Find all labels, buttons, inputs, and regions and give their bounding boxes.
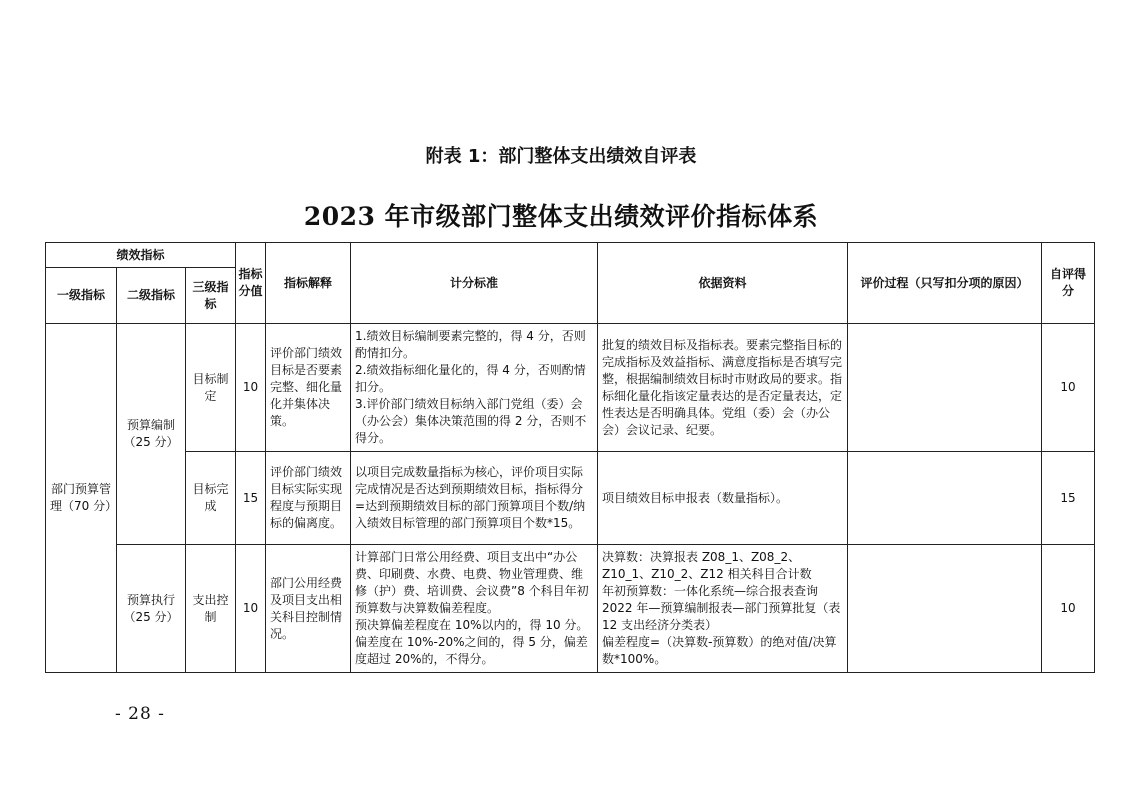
level2-cell: 预算执行（25 分） (117, 545, 186, 673)
score-cell: 10 (236, 324, 266, 452)
header-process: 评价过程（只写扣分项的原因） (848, 243, 1042, 324)
process-cell (848, 545, 1042, 673)
self-score-cell: 10 (1042, 324, 1095, 452)
standard-cell: 以项目完成数量指标为核心，评价项目实际完成情况是否达到预期绩效目标，指标得分=达到预期绩效目标的部门预算项目个数/纳入绩效目标管理的部门预算项目个数*15。 (351, 452, 598, 545)
page-number: - 28 - (115, 704, 165, 724)
standard-cell: 1.绩效目标编制要素完整的，得 4 分，否则酌情扣分。 2.绩效指标细化量化的，得 4 分，否则酌情扣分。 3.评价部门绩效目标纳入部门党组（委）会（办公会）集体决策范围的得 2 分，否则不得分。 (351, 324, 598, 452)
header-explanation: 指标解释 (266, 243, 351, 324)
level1-cell: 部门预算管理（70 分） (46, 324, 117, 673)
process-cell (848, 324, 1042, 452)
basis-cell: 项目绩效目标申报表（数量指标）。 (598, 452, 848, 545)
header-row-1 (46, 243, 1095, 268)
table-row (46, 452, 1095, 545)
document-title: 2023 年市级部门整体支出绩效评价指标体系 (303, 202, 819, 231)
self-score-cell: 10 (1042, 545, 1095, 673)
explanation-cell: 评价部门绩效目标是否要素完整、细化量化并集体决策。 (266, 324, 351, 452)
indicator-table (45, 242, 1095, 673)
explanation-cell: 评价部门绩效目标实际实现程度与预期目标的偏离度。 (266, 452, 351, 545)
header-self-score: 自评得分 (1042, 243, 1095, 324)
header-level2: 二级指标 (117, 268, 186, 324)
level3-cell: 支出控制 (186, 545, 236, 673)
header-score: 指标分值 (236, 243, 266, 324)
header-basis: 依据资料 (598, 243, 848, 324)
appendix-subtitle: 附表 1：部门整体支出绩效自评表 (425, 146, 697, 167)
standard-cell: 计算部门日常公用经费、项目支出中“办公费、印刷费、水费、电费、物业管理费、维修（护）费、培训费、会议费”8 个科目年初预算数与决算数偏差程度。 预决算偏差程度在 10%以内的，得 10 分。偏差度在 10%-20%之间的，得 5 分，偏差度超过 20%的，不得分。 (351, 545, 598, 673)
explanation-cell: 部门公用经费及项目支出相关科目控制情况。 (266, 545, 351, 673)
table-row (46, 324, 1095, 452)
header-performance-indicators: 绩效指标 (46, 243, 236, 268)
self-score-cell: 15 (1042, 452, 1095, 545)
level2-cell: 预算编制（25 分） (117, 324, 186, 545)
level3-cell: 目标完成 (186, 452, 236, 545)
header-level3: 三级指标 (186, 268, 236, 324)
score-cell: 15 (236, 452, 266, 545)
basis-cell: 决算数：决算报表 Z08_1、Z08_2、Z10_1、Z10_2、Z12 相关科目合计数 年初预算数：一体化系统—综合报表查询 2022 年—预算编制报表—部门预算批复（表 12 支出经济分类表） 偏差程度=（决算数-预算数）的绝对值/决算数*100%。 (598, 545, 848, 673)
table-row (46, 545, 1095, 673)
basis-cell: 批复的绩效目标及指标表。要素完整指目标的完成指标及效益指标、满意度指标是否填写完整，根据编制绩效目标时市财政局的要求。指标细化量化指该定量表达的是否定量表达，定性表达是否明确具体。党组（委）会（办公会）会议记录、纪要。 (598, 324, 848, 452)
process-cell (848, 452, 1042, 545)
score-cell: 10 (236, 545, 266, 673)
header-level1: 一级指标 (46, 268, 117, 324)
level3-cell: 目标制定 (186, 324, 236, 452)
header-scoring-standard: 计分标准 (351, 243, 598, 324)
